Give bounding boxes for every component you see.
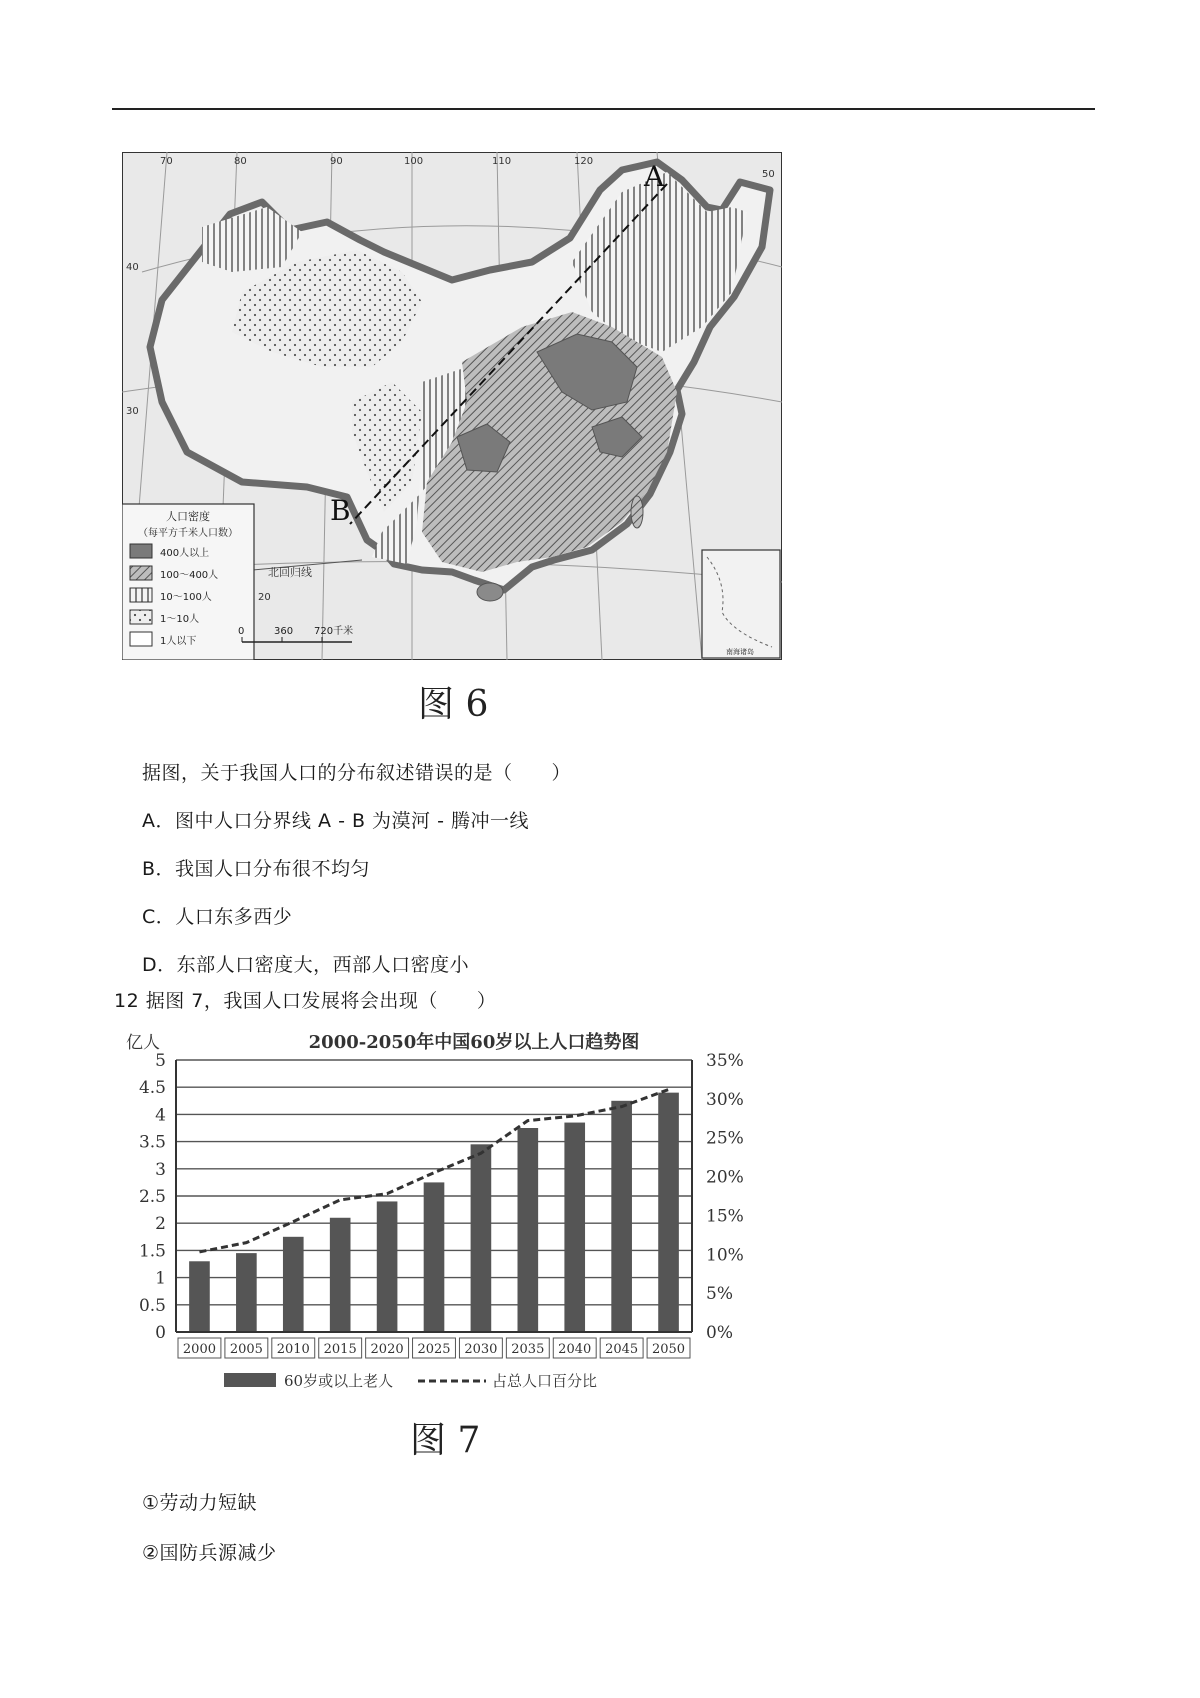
legend-swatch-1-10 [130, 610, 152, 624]
question11-option-b: B．我国人口分布很不均匀 [142, 858, 371, 880]
x-tick-label: 2015 [323, 1342, 357, 1357]
lon-label-100: 100 [404, 156, 424, 167]
chart-y-axis-label: 亿人 [126, 1033, 160, 1053]
y-right-tick-label: 25% [706, 1128, 744, 1149]
y-left-tick-label: 1 [155, 1268, 166, 1289]
y-left-tick-label: 5 [155, 1051, 166, 1071]
question11-stem: 据图，关于我国人口的分布叙述错误的是（ ） [142, 762, 572, 784]
question12-item-1: ①劳动力短缺 [142, 1492, 258, 1514]
figure7-caption: 图 7 [410, 1420, 481, 1461]
population-density-map [122, 152, 782, 660]
y-left-tick-label: 4 [155, 1105, 166, 1126]
legend-item-10-100: 10～100人 [160, 592, 212, 603]
taiwan-island [631, 496, 643, 528]
lat-label-40: 40 [126, 262, 139, 273]
bar-2015 [330, 1218, 351, 1332]
question12-stem: 12 据图 7，我国人口发展将会出现（ ） [114, 990, 497, 1012]
y-left-tick-label: 3.5 [138, 1132, 166, 1153]
bar-2000 [189, 1261, 210, 1332]
y-right-tick-label: 10% [706, 1245, 744, 1266]
x-tick-label: 2035 [511, 1342, 545, 1357]
map-svg [122, 152, 782, 660]
legend-swatch-1 [130, 632, 152, 646]
tropic-label: 北回归线 [268, 566, 312, 579]
legend-item-400: 400人以上 [160, 548, 210, 559]
legend-swatch-10-100 [130, 588, 152, 602]
lon-label-110: 110 [492, 156, 512, 167]
scale-label-720: 720千米 [314, 626, 354, 637]
x-tick-label: 2005 [229, 1342, 263, 1357]
map-legend [122, 504, 254, 660]
lat-label-30: 30 [126, 406, 139, 417]
y-left-tick-label: 0.5 [138, 1295, 166, 1316]
question11-option-c: C．人口东多西少 [142, 906, 293, 928]
question12-item-2: ②国防兵源减少 [142, 1542, 277, 1564]
y-right-tick-label: 20% [706, 1167, 744, 1188]
south-china-sea-inset [702, 550, 780, 658]
bar-2010 [283, 1237, 304, 1332]
header-rule [112, 108, 1095, 110]
x-tick-label: 2020 [370, 1342, 404, 1357]
y-left-tick-label: 1.5 [138, 1241, 166, 1262]
legend-line-label: 占总人口百分比 [492, 1372, 598, 1390]
inset-label: 南海诸岛 [726, 648, 754, 656]
figure6-caption: 图 6 [418, 684, 489, 725]
y-right-tick-label: 35% [706, 1051, 744, 1071]
lon-label-120: 120 [574, 156, 594, 167]
x-tick-label: 2030 [464, 1342, 498, 1357]
y-left-tick-label: 0 [155, 1323, 166, 1343]
line-point-a: A [644, 160, 665, 193]
bar-2020 [377, 1201, 398, 1332]
lat-label-20: 20 [258, 592, 271, 603]
lon-label-80: 80 [234, 156, 247, 167]
y-left-tick-label: 3 [155, 1159, 166, 1180]
x-tick-label: 2050 [651, 1342, 686, 1357]
x-tick-label: 2000 [182, 1342, 217, 1357]
bar-2040 [564, 1123, 585, 1332]
line-point-b: B [330, 494, 351, 527]
chart-legend [224, 1372, 597, 1390]
y-left-tick-label: 4.5 [138, 1078, 166, 1099]
hainan-island [477, 583, 503, 601]
x-tick-label: 2045 [605, 1342, 639, 1357]
legend-title: 人口密度 [166, 510, 210, 523]
legend-item-100-400: 100～400人 [160, 570, 219, 581]
x-tick-label: 2040 [558, 1342, 592, 1357]
x-tick-label: 2010 [276, 1342, 310, 1357]
bar-2045 [611, 1101, 632, 1332]
scale-label-360: 360 [274, 626, 294, 637]
chart-bars [189, 1093, 679, 1332]
y-left-tick-label: 2.5 [138, 1187, 166, 1207]
bar-2005 [236, 1253, 257, 1332]
legend-item-1: 1人以下 [160, 636, 197, 647]
legend-swatch-100-400 [130, 566, 152, 580]
legend-bar-label: 60岁或以上老人 [284, 1372, 394, 1390]
chart-svg [112, 1026, 792, 1416]
scale-label-0: 0 [238, 626, 245, 637]
bar-2050 [658, 1093, 679, 1332]
x-tick-label: 2025 [417, 1342, 451, 1357]
legend-item-1-10: 1～10人 [160, 614, 200, 625]
y-right-tick-label: 30% [706, 1089, 744, 1110]
legend-bar-swatch [224, 1373, 276, 1387]
y-right-tick-label: 15% [706, 1206, 744, 1227]
bar-2035 [517, 1128, 538, 1332]
elderly-population-chart [112, 1026, 792, 1416]
lon-label-70: 70 [160, 156, 173, 167]
y-left-tick-label: 2 [155, 1214, 166, 1235]
lon-label-90: 90 [330, 156, 343, 167]
question11-option-d: D．东部人口密度大，西部人口密度小 [142, 954, 470, 976]
y-right-tick-label: 0% [706, 1323, 733, 1343]
bar-2025 [424, 1182, 445, 1332]
lat-label-50: 50 [762, 169, 775, 180]
chart-title: 2000-2050年中国60岁以上人口趋势图 [308, 1032, 640, 1053]
legend-subtitle: （每平方千米人口数） [138, 528, 238, 539]
legend-swatch-400 [130, 544, 152, 558]
question11-option-a: A．图中人口分界线 A - B 为漠河 - 腾冲一线 [142, 810, 529, 832]
y-right-tick-label: 5% [706, 1284, 733, 1305]
bar-2030 [471, 1144, 492, 1332]
